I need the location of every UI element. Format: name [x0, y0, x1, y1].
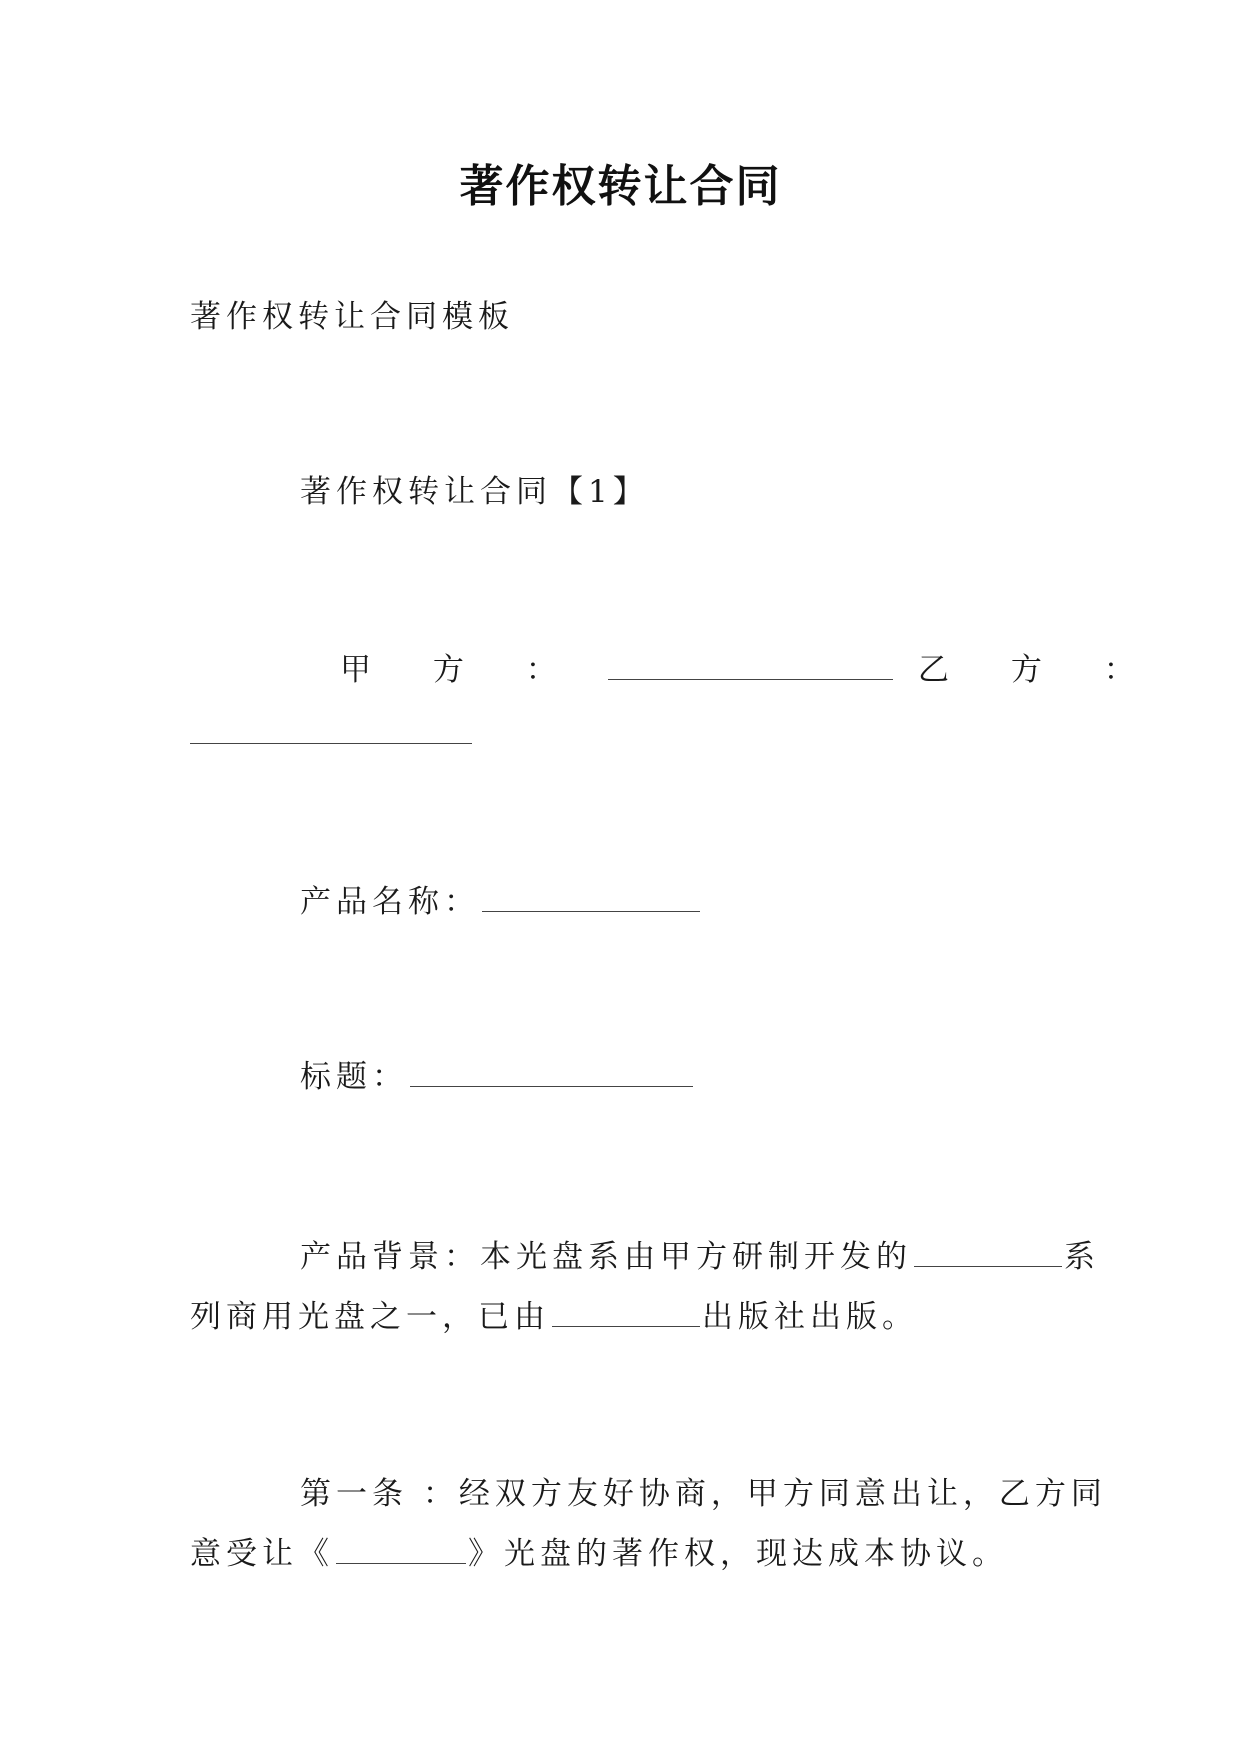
party-a-row — [340, 648, 895, 692]
article-1-line-1: 第一条 ：经双方友好协商，甲方同意出让，乙方同 — [300, 1476, 1107, 1512]
article-1-text-start: 意受让《 — [190, 1536, 334, 1572]
background-text-1: 产品背景：本光盘系由甲方研制开发的 — [300, 1239, 912, 1275]
party-b-label: 乙 方 ： — [918, 652, 1161, 688]
section-heading: 著作权转让合同【1】 — [300, 474, 649, 510]
party-b-blank — [190, 713, 472, 744]
background-text-1-end: 系 — [1064, 1239, 1100, 1275]
heading-row — [300, 1055, 695, 1099]
heading-blank — [410, 1056, 693, 1087]
article-1-text-end: 》光盘的著作权，现达成本协议。 — [468, 1536, 1008, 1572]
product-name-row — [300, 880, 702, 924]
publisher-blank — [552, 1296, 700, 1327]
product-name-blank — [482, 881, 700, 912]
background-text-2: 列商用光盘之一，已由 — [190, 1299, 550, 1335]
background-line-2 — [190, 1295, 918, 1339]
product-name-label: 产品名称： — [300, 884, 480, 920]
document-title: 著作权转让合同 — [459, 161, 782, 212]
series-blank — [914, 1236, 1062, 1267]
document-subtitle: 著作权转让合同模板 — [190, 299, 514, 335]
disc-title-blank — [336, 1533, 466, 1564]
party-a-blank — [608, 649, 893, 680]
article-1-line-2 — [190, 1532, 1008, 1576]
party-a-label: 甲 方 ： — [340, 652, 583, 688]
background-text-2-end: 出版社出版。 — [702, 1299, 918, 1335]
party-b-blank-row — [190, 712, 472, 756]
background-line-1 — [300, 1235, 1100, 1279]
heading-label: 标题： — [300, 1059, 408, 1095]
party-b-label-row — [918, 648, 1161, 692]
